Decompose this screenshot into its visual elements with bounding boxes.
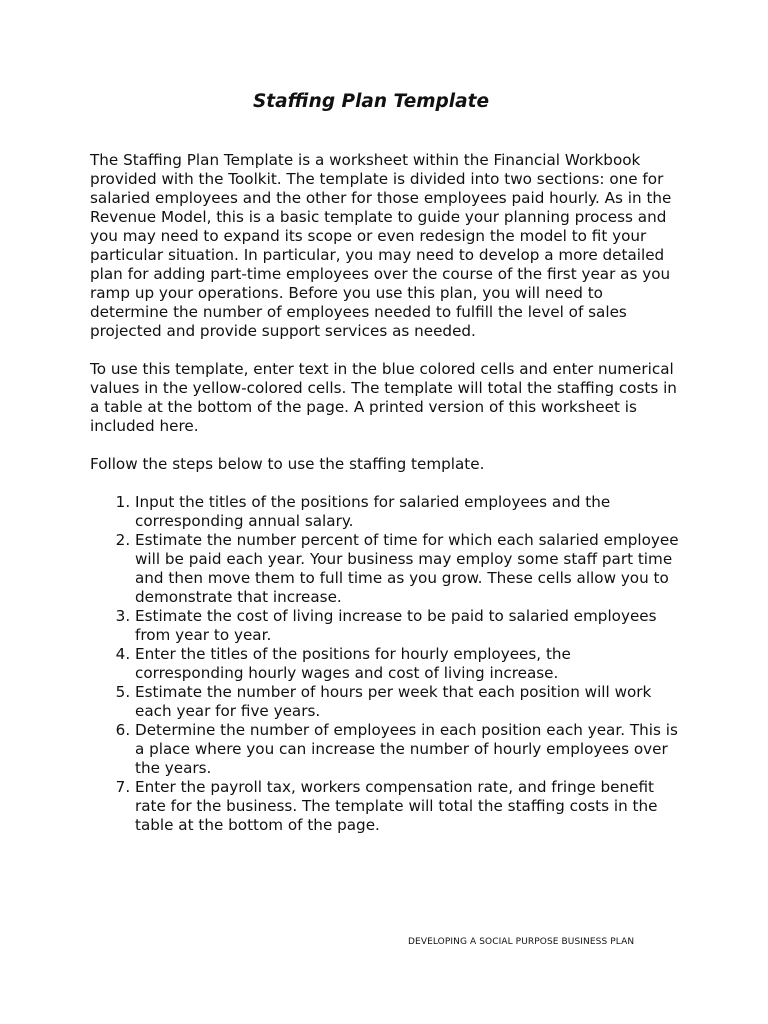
intro-paragraph: The Staffing Plan Template is a worksheet within the Financial Workbook provided with the Toolkit. The template is divided into two sections: one for salaried employees and the other for those employees paid hourly. As in the Revenue Model, this is a basic template to guide your planning process and you may need to expand its scope or even redesign the model to fit your particular situation. In particular, you may need to develop a more detailed plan for adding part-time employees over the course of the first year as you ramp up your operations. Before you use this plan, you will need to determine the number of employees needed to fulfill the level of sales projected and provide support services as needed.: [90, 151, 672, 340]
list-item: 4. Enter the titles of the positions for hourly employees, the corresponding hourly wages and cost of living increase.: [135, 645, 680, 683]
list-item: 3. Estimate the cost of living increase to be paid to salaried employees from year to year.: [135, 607, 680, 645]
page-title: Staffing Plan Template: [252, 91, 490, 112]
instructions-paragraph: To use this template, enter text in the blue colored cells and enter numerical values in the yellow-colored cells. The template will total the staffing costs in a table at the bottom of the page. A printed version of this worksheet is included here.: [90, 360, 677, 435]
steps-list: [90, 493, 680, 835]
list-item: 5. Estimate the number of hours per week that each position will work each year for five years.: [135, 683, 680, 721]
list-item: 7. Enter the payroll tax, workers compensation rate, and fringe benefit rate for the business. The template will total the staffing costs in the table at the bottom of the page.: [135, 778, 680, 835]
list-item: 2. Estimate the number percent of time for which each salaried employee will be paid each year. Your business may employ some staff part time and then move them to full time as you grow. These cells allow you to demonstrate that increase.: [135, 531, 680, 607]
list-item: 1. Input the titles of the positions for salaried employees and the corresponding annual salary.: [135, 493, 680, 531]
steps-intro-paragraph: Follow the steps below to use the staffing template.: [90, 455, 485, 473]
page-footer: DEVELOPING A SOCIAL PURPOSE BUSINESS PLAN: [408, 937, 635, 947]
list-item: 6. Determine the number of employees in each position each year. This is a place where you can increase the number of hourly employees over the years.: [135, 721, 680, 778]
document-body: [90, 151, 680, 835]
